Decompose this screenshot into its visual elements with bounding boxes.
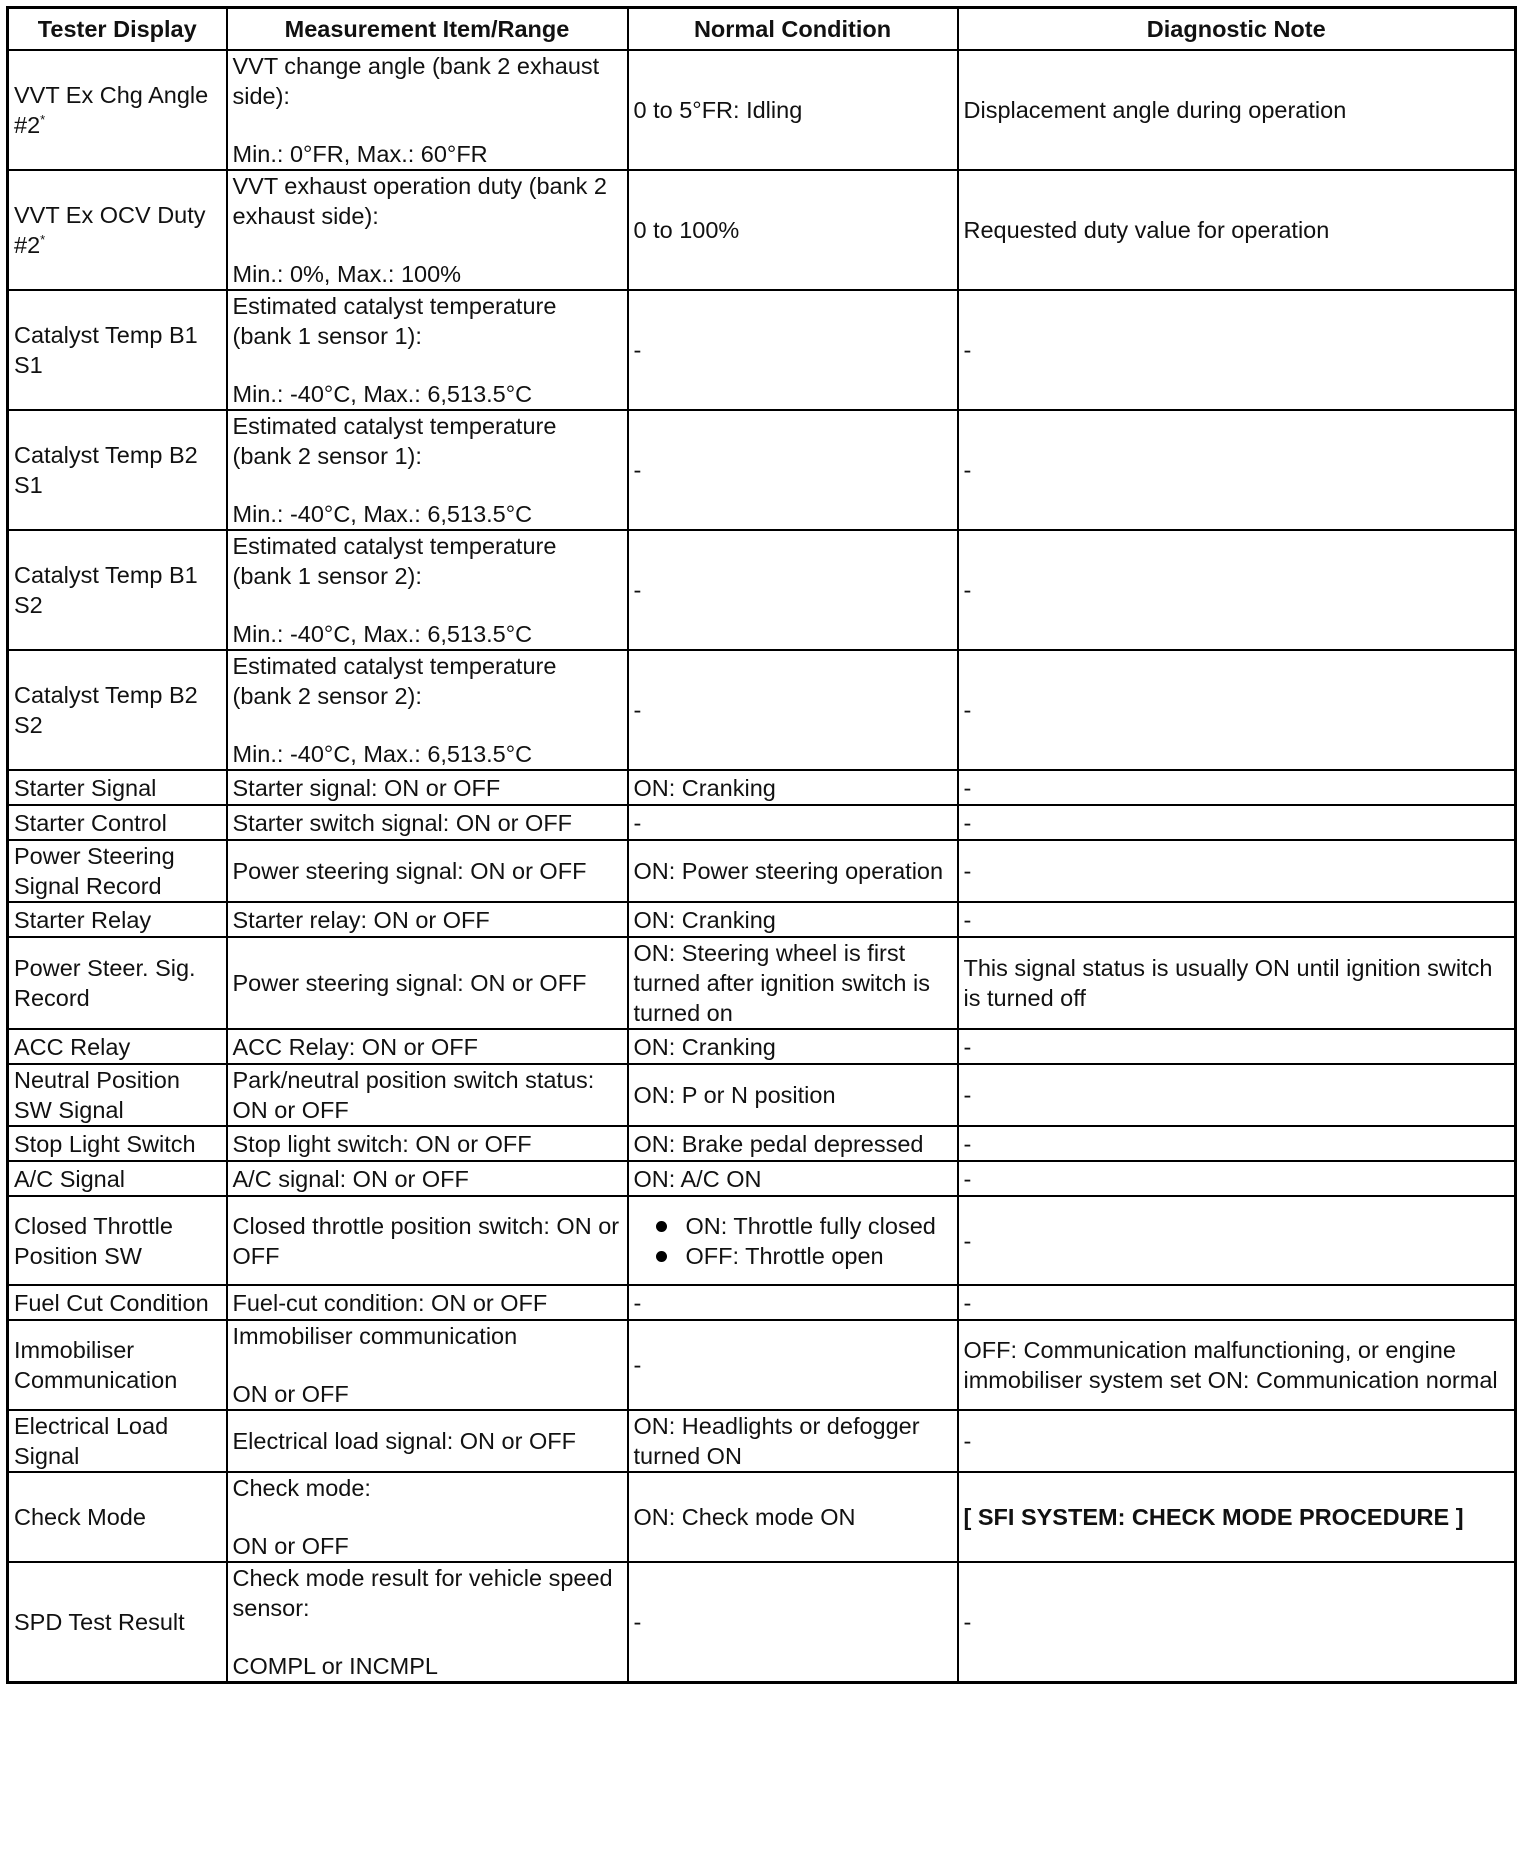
cell-tester-display: [8, 840, 227, 902]
cell-measurement-item: [227, 1320, 628, 1410]
tester-display-text: VVT Ex OCV Duty #2: [14, 202, 206, 258]
normal-condition-bullet: OFF: Throttle open: [656, 1241, 952, 1271]
tester-display-text: Starter Signal: [14, 774, 157, 801]
normal-condition-text: ON: Headlights or defogger turned ON: [633, 1413, 920, 1469]
cell-diagnostic-note: [958, 805, 1516, 840]
measurement-item-text: Check mode result for vehicle speed sensor:: [232, 1565, 613, 1621]
measurement-item-text: VVT change angle (bank 2 exhaust side):: [232, 53, 600, 109]
cell-diagnostic-note: [958, 50, 1516, 170]
cell-normal-condition: [628, 1064, 958, 1126]
table-row: [8, 1196, 1516, 1285]
footnote-marker: *: [40, 232, 46, 247]
measurement-range-text: ON or OFF: [232, 1533, 349, 1559]
cell-diagnostic-note: [958, 1472, 1516, 1562]
paragraph-gap: [233, 1503, 622, 1531]
table-row: [8, 840, 1516, 902]
cell-tester-display: [8, 1029, 227, 1064]
cell-diagnostic-note: [958, 290, 1516, 410]
cell-tester-display: [8, 1320, 227, 1410]
diagnostic-note-text: Requested duty value for operation: [963, 217, 1330, 243]
tester-display-text: Starter Control: [14, 809, 167, 836]
tester-display-text: Power Steer. Sig. Record: [14, 955, 196, 1011]
cell-tester-display: [8, 902, 227, 937]
table-row: [8, 937, 1516, 1029]
cell-measurement-item: [227, 170, 628, 290]
tester-display-text: Fuel Cut Condition: [14, 1289, 209, 1316]
cell-measurement-item: [227, 650, 628, 770]
tester-display-text: Electrical Load Signal: [14, 1413, 169, 1469]
normal-condition-text: ON: Cranking: [633, 906, 776, 933]
measurement-item-text: Power steering signal: ON or OFF: [232, 858, 587, 884]
paragraph-gap: [233, 711, 622, 739]
cell-normal-condition: [628, 1161, 958, 1196]
cell-tester-display: [8, 530, 227, 650]
measurement-item-text: Check mode:: [232, 1475, 371, 1501]
normal-condition-text: 0 to 100%: [633, 217, 740, 243]
measurement-item-text: Estimated catalyst temperature (bank 1 sensor 1):: [232, 293, 557, 349]
cell-measurement-item: [227, 290, 628, 410]
tester-display-text: Closed Throttle Position SW: [14, 1212, 173, 1269]
table-row: [8, 1562, 1516, 1683]
cell-tester-display: [8, 1126, 227, 1161]
cell-tester-display: [8, 170, 227, 290]
table-row: [8, 410, 1516, 530]
cell-tester-display: [8, 1064, 227, 1126]
cell-tester-display: [8, 650, 227, 770]
cell-diagnostic-note: [958, 170, 1516, 290]
measurement-range-text: Min.: -40°C, Max.: 6,513.5°C: [232, 621, 533, 647]
cell-measurement-item: [227, 1064, 628, 1126]
measurement-range-text: Min.: -40°C, Max.: 6,513.5°C: [232, 381, 533, 407]
tester-display-text: Check Mode: [14, 1504, 146, 1530]
table-body: [8, 50, 1516, 1683]
normal-condition-bullet: ON: Throttle fully closed: [656, 1211, 952, 1241]
cell-normal-condition: [628, 1410, 958, 1472]
cell-normal-condition: [628, 1562, 958, 1683]
measurement-range-text: ON or OFF: [232, 1381, 349, 1407]
cell-measurement-item: [227, 1285, 628, 1320]
measurement-item-text: Fuel-cut condition: ON or OFF: [232, 1289, 548, 1316]
normal-condition-text: ON: Brake pedal depressed: [633, 1130, 924, 1157]
cell-tester-display: [8, 1285, 227, 1320]
cell-diagnostic-note: [958, 1562, 1516, 1683]
tester-display-text: Catalyst Temp B1 S2: [14, 562, 198, 618]
cell-diagnostic-note: [958, 937, 1516, 1029]
measurement-item-text: A/C signal: ON or OFF: [232, 1165, 469, 1192]
measurement-range-text: Min.: -40°C, Max.: 6,513.5°C: [232, 741, 533, 767]
diagnostic-note-text: -: [963, 1165, 972, 1192]
normal-condition-text: -: [633, 577, 642, 603]
document-page: [6, 6, 1514, 1684]
normal-condition-text: ON: Cranking: [633, 1033, 776, 1060]
cell-diagnostic-note: [958, 840, 1516, 902]
measurement-item-text: Electrical load signal: ON or OFF: [232, 1428, 576, 1454]
measurement-item-text: Park/neutral position switch status: ON or OFF: [232, 1067, 595, 1123]
measurement-item-text: Starter switch signal: ON or OFF: [232, 809, 573, 836]
tester-display-text: Stop Light Switch: [14, 1130, 196, 1157]
diagnostic-note-text: -: [963, 906, 972, 933]
table-row: [8, 1285, 1516, 1320]
cell-normal-condition: [628, 1320, 958, 1410]
column-header-normal-condition: Normal Condition: [628, 8, 958, 51]
cell-tester-display: [8, 805, 227, 840]
cell-measurement-item: [227, 1029, 628, 1064]
measurement-range-text: COMPL or INCMPL: [232, 1653, 438, 1679]
tester-display-text: VVT Ex Chg Angle #2: [14, 82, 209, 138]
cell-diagnostic-note: [958, 410, 1516, 530]
cell-diagnostic-note: [958, 1196, 1516, 1285]
cell-diagnostic-note: [958, 530, 1516, 650]
paragraph-gap: [233, 231, 622, 259]
cell-diagnostic-note: [958, 902, 1516, 937]
diagnostic-note-text: -: [963, 1130, 972, 1157]
table-row: [8, 1161, 1516, 1196]
diagnostic-note-text: OFF: Communication malfunctioning, or engine immobiliser system set ON: Communication normal: [963, 1337, 1498, 1393]
table-row: [8, 50, 1516, 170]
cell-normal-condition: [628, 530, 958, 650]
tester-display-text: Power Steering Signal Record: [14, 843, 175, 899]
tester-display-text: Catalyst Temp B2 S1: [14, 442, 198, 498]
cell-tester-display: [8, 1196, 227, 1285]
measurement-item-text: ACC Relay: ON or OFF: [232, 1033, 478, 1060]
cell-tester-display: [8, 290, 227, 410]
paragraph-gap: [233, 591, 622, 619]
normal-condition-text: ON: Power steering operation: [633, 858, 944, 884]
cell-normal-condition: [628, 50, 958, 170]
measurement-range-text: Min.: 0°FR, Max.: 60°FR: [232, 141, 488, 167]
cell-diagnostic-note: [958, 1161, 1516, 1196]
tester-display-text: SPD Test Result: [14, 1609, 185, 1635]
diagnostic-note-text: -: [963, 858, 972, 884]
measurement-item-text: VVT exhaust operation duty (bank 2 exhaust side):: [232, 173, 607, 229]
normal-condition-text: ON: Cranking: [633, 774, 776, 801]
cell-tester-display: [8, 1161, 227, 1196]
table-row: [8, 902, 1516, 937]
table-row: [8, 1064, 1516, 1126]
normal-condition-text: -: [633, 1352, 642, 1378]
tester-display-text: Catalyst Temp B2 S2: [14, 682, 198, 738]
footnote-marker: *: [40, 112, 46, 127]
normal-condition-text: -: [633, 697, 642, 723]
measurement-item-text: Stop light switch: ON or OFF: [232, 1130, 532, 1157]
cell-normal-condition: [628, 290, 958, 410]
cell-normal-condition: [628, 840, 958, 902]
diagnostic-note-text: -: [963, 457, 972, 483]
normal-condition-text: -: [633, 337, 642, 363]
normal-condition-text: 0 to 5°FR: Idling: [633, 97, 803, 123]
check-mode-procedure-link[interactable]: [ SFI SYSTEM: CHECK MODE PROCEDURE ]: [963, 1504, 1464, 1530]
measurement-item-text: Immobiliser communication: [232, 1323, 518, 1349]
normal-condition-text: ON: Check mode ON: [633, 1504, 856, 1530]
cell-normal-condition: [628, 170, 958, 290]
diagnostic-note-text: -: [963, 1227, 972, 1254]
tester-display-text: ACC Relay: [14, 1033, 131, 1060]
cell-normal-condition: [628, 410, 958, 530]
cell-measurement-item: [227, 1126, 628, 1161]
cell-measurement-item: [227, 902, 628, 937]
table-row: [8, 770, 1516, 805]
normal-condition-list: [634, 1211, 952, 1271]
diagnostic-note-text: -: [963, 774, 972, 801]
cell-measurement-item: [227, 410, 628, 530]
tester-display-text: Immobiliser Communication: [14, 1337, 178, 1393]
paragraph-gap: [233, 471, 622, 499]
diagnostic-note-text: -: [963, 1033, 972, 1060]
cell-normal-condition: [628, 1126, 958, 1161]
table-row: [8, 1029, 1516, 1064]
diagnostic-note-text: -: [963, 697, 972, 723]
table-row: [8, 1126, 1516, 1161]
measurement-item-text: Starter relay: ON or OFF: [232, 906, 490, 933]
cell-diagnostic-note: [958, 1320, 1516, 1410]
cell-measurement-item: [227, 1472, 628, 1562]
measurement-item-text: Estimated catalyst temperature (bank 1 sensor 2):: [232, 533, 557, 589]
cell-normal-condition: [628, 937, 958, 1029]
diagnostic-note-text: -: [963, 1289, 972, 1316]
cell-tester-display: [8, 937, 227, 1029]
cell-normal-condition: [628, 1285, 958, 1320]
tester-display-text: Neutral Position SW Signal: [14, 1067, 180, 1123]
tester-display-text: A/C Signal: [14, 1165, 126, 1192]
data-list-table: [6, 6, 1517, 1684]
tester-display-text: Starter Relay: [14, 906, 152, 933]
table-row: [8, 1320, 1516, 1410]
cell-tester-display: [8, 770, 227, 805]
table-row: [8, 650, 1516, 770]
cell-tester-display: [8, 1472, 227, 1562]
paragraph-gap: [233, 111, 622, 139]
normal-condition-text: ON: P or N position: [633, 1082, 836, 1108]
diagnostic-note-text: -: [963, 1428, 972, 1454]
cell-tester-display: [8, 1562, 227, 1683]
cell-diagnostic-note: [958, 1285, 1516, 1320]
normal-condition-text: -: [633, 1609, 642, 1635]
cell-measurement-item: [227, 1410, 628, 1472]
diagnostic-note-text: -: [963, 809, 972, 836]
column-header-tester-display: Tester Display: [8, 8, 227, 51]
cell-tester-display: [8, 50, 227, 170]
cell-measurement-item: [227, 1161, 628, 1196]
cell-measurement-item: [227, 1562, 628, 1683]
normal-condition-text: -: [633, 809, 642, 836]
cell-normal-condition: [628, 902, 958, 937]
cell-diagnostic-note: [958, 1064, 1516, 1126]
normal-condition-text: ON: A/C ON: [633, 1165, 762, 1192]
table-header-row: [8, 8, 1516, 51]
cell-measurement-item: [227, 937, 628, 1029]
measurement-item-text: Starter signal: ON or OFF: [232, 774, 501, 801]
table-row: [8, 170, 1516, 290]
paragraph-gap: [233, 1351, 622, 1379]
normal-condition-text: ON: Steering wheel is first turned after ignition switch is turned on: [633, 940, 931, 1026]
cell-tester-display: [8, 1410, 227, 1472]
cell-diagnostic-note: [958, 650, 1516, 770]
cell-normal-condition: [628, 770, 958, 805]
cell-measurement-item: [227, 50, 628, 170]
tester-display-text: Catalyst Temp B1 S1: [14, 322, 198, 378]
cell-diagnostic-note: [958, 1410, 1516, 1472]
diagnostic-note-text: -: [963, 1082, 972, 1108]
cell-measurement-item: [227, 770, 628, 805]
column-header-measurement-item: Measurement Item/Range: [227, 8, 628, 51]
cell-normal-condition: [628, 1029, 958, 1064]
measurement-item-text: Estimated catalyst temperature (bank 2 sensor 2):: [232, 653, 557, 709]
table-row: [8, 805, 1516, 840]
measurement-item-text: Closed throttle position switch: ON or OFF: [232, 1212, 620, 1269]
paragraph-gap: [233, 1623, 622, 1651]
cell-diagnostic-note: [958, 770, 1516, 805]
table-row: [8, 290, 1516, 410]
normal-condition-text: -: [633, 1289, 642, 1316]
measurement-range-text: Min.: 0%, Max.: 100%: [232, 261, 462, 287]
diagnostic-note-text: -: [963, 1609, 972, 1635]
table-row: [8, 1410, 1516, 1472]
cell-measurement-item: [227, 1196, 628, 1285]
cell-normal-condition: [628, 1472, 958, 1562]
diagnostic-note-text: -: [963, 577, 972, 603]
normal-condition-text: -: [633, 457, 642, 483]
diagnostic-note-text: -: [963, 337, 972, 363]
cell-measurement-item: [227, 805, 628, 840]
cell-normal-condition: [628, 805, 958, 840]
cell-normal-condition: [628, 650, 958, 770]
cell-normal-condition: [628, 1196, 958, 1285]
table-row: [8, 530, 1516, 650]
diagnostic-note-text: Displacement angle during operation: [963, 97, 1347, 123]
measurement-item-text: Estimated catalyst temperature (bank 2 sensor 1):: [232, 413, 557, 469]
measurement-range-text: Min.: -40°C, Max.: 6,513.5°C: [232, 501, 533, 527]
paragraph-gap: [233, 351, 622, 379]
cell-diagnostic-note: [958, 1126, 1516, 1161]
cell-measurement-item: [227, 530, 628, 650]
diagnostic-note-text: This signal status is usually ON until ignition switch is turned off: [963, 955, 1493, 1011]
column-header-diagnostic-note: Diagnostic Note: [958, 8, 1516, 51]
cell-tester-display: [8, 410, 227, 530]
table-row: [8, 1472, 1516, 1562]
cell-measurement-item: [227, 840, 628, 902]
measurement-item-text: Power steering signal: ON or OFF: [232, 970, 587, 996]
cell-diagnostic-note: [958, 1029, 1516, 1064]
